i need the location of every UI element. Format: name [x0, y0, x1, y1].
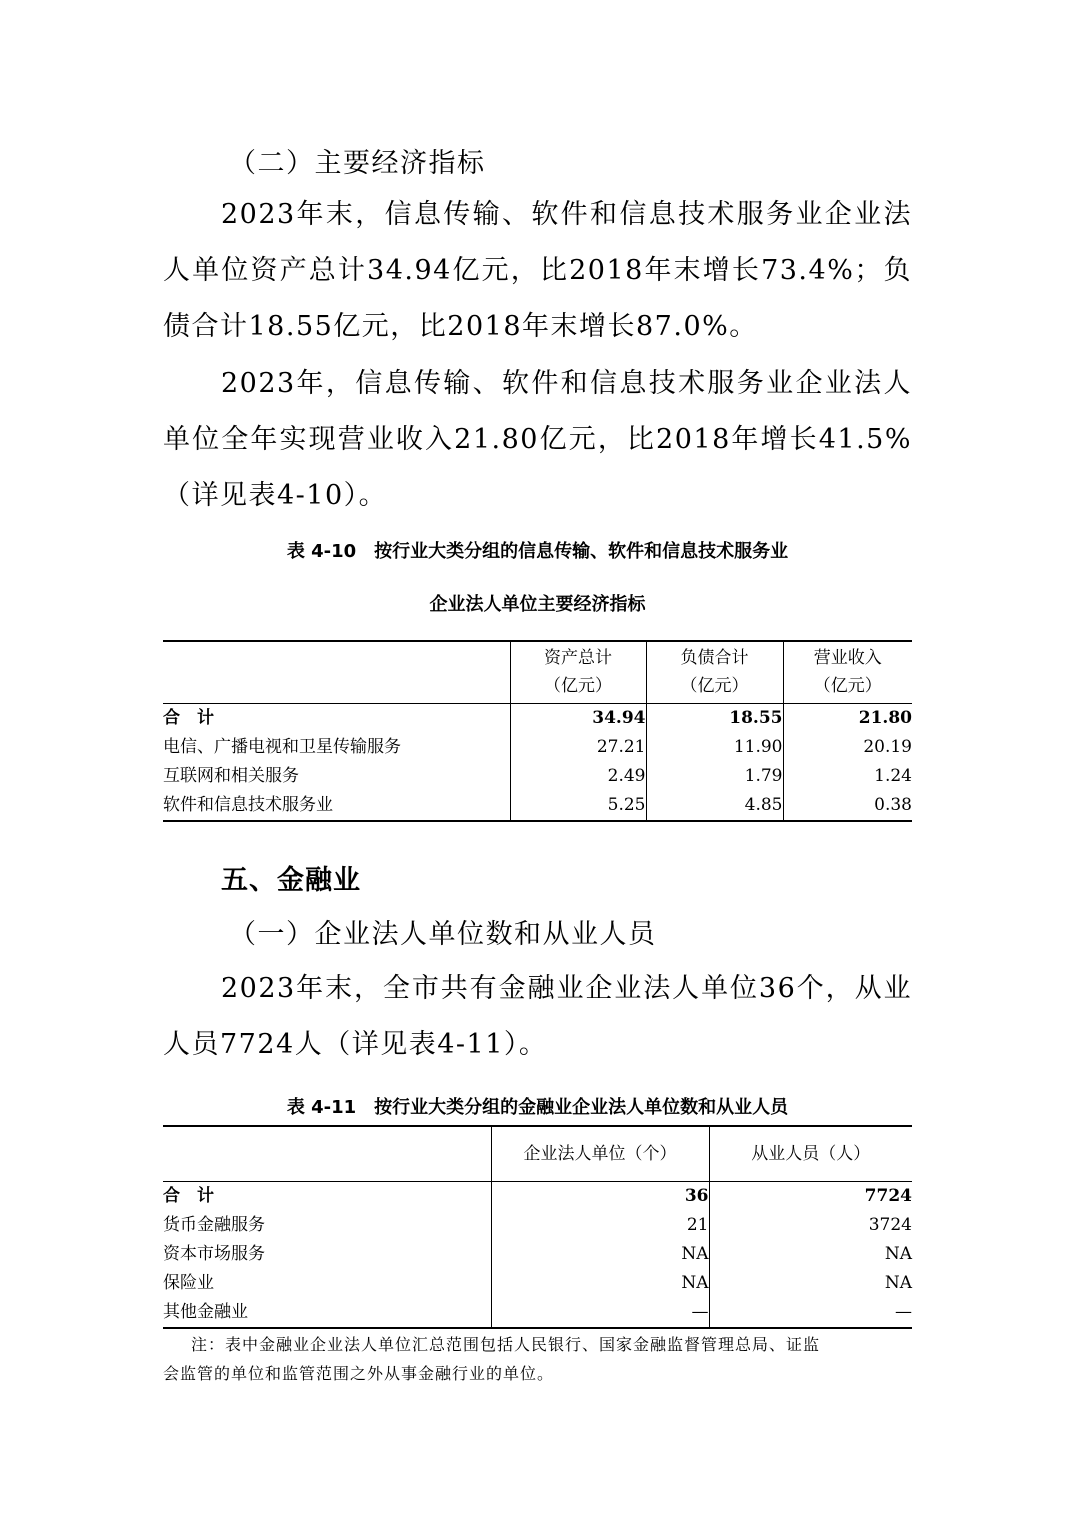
row-label: 保险业 [163, 1272, 214, 1293]
cell-units: 21 [491, 1211, 709, 1240]
table-4-11-header-units: 企业法人单位（个） [491, 1126, 709, 1181]
header-revenue-name: 营业收入 [813, 648, 882, 669]
paragraph-finance-units: 2023年末，全市共有金融业企业法人单位36个，从业人员7724人（详见表4-11）。 [163, 973, 912, 1060]
row-label: 互联网和相关服务 [163, 765, 299, 786]
cell-revenue: 21.80 [783, 703, 912, 733]
cell-liabilities: 1.79 [646, 762, 783, 791]
row-label: 货币金融服务 [163, 1214, 265, 1235]
header-liabilities-name: 负债合计 [680, 648, 749, 669]
table-4-10-header-revenue [783, 641, 912, 703]
cell-revenue: 1.24 [783, 762, 912, 791]
cell-employees: — [709, 1298, 912, 1328]
table-4-10-header-assets [510, 641, 646, 703]
cell-assets: 27.21 [510, 733, 646, 762]
table-4-10-header-liabilities [646, 641, 783, 703]
table-row [163, 1298, 912, 1328]
cell-employees: NA [709, 1269, 912, 1298]
table-row [163, 703, 912, 733]
table-row [163, 1211, 912, 1240]
table-row [163, 791, 912, 821]
cell-assets: 2.49 [510, 762, 646, 791]
table-row [163, 1240, 912, 1269]
table-4-11-header-employees: 从业人员（人） [709, 1126, 912, 1181]
cell-employees: 7724 [709, 1181, 912, 1211]
row-label: 合 计 [163, 707, 214, 728]
cell-units: — [491, 1298, 709, 1328]
subsection-heading-units-employees: （一）企业法人单位数和从业人员 [229, 919, 657, 950]
header-liabilities-unit: （亿元） [680, 676, 749, 697]
cell-liabilities: 18.55 [646, 703, 783, 733]
row-label: 合 计 [163, 1185, 214, 1206]
header-assets-name: 资产总计 [544, 648, 612, 669]
cell-employees: NA [709, 1240, 912, 1269]
cell-units: 36 [491, 1181, 709, 1211]
cell-employees: 3724 [709, 1211, 912, 1240]
row-label: 电信、广播电视和卫星传输服务 [163, 736, 401, 757]
cell-revenue: 20.19 [783, 733, 912, 762]
row-label: 资本市场服务 [163, 1243, 265, 1264]
table-4-11-caption: 表 4-11 按行业大类分组的金融业企业法人单位数和从业人员 [286, 1097, 789, 1118]
table-4-11-note-line1: 注：表中金融业企业法人单位汇总范围包括人民银行、国家金融监督管理总局、证监 [191, 1335, 821, 1354]
table-4-11 [163, 1125, 912, 1329]
paragraph-assets-liabilities: 2023年末，信息传输、软件和信息技术服务业企业法人单位资产总计34.94亿元，比2018年末增长73.4%；负债合计18.55亿元，比2018年末增长87.0%。 [163, 199, 912, 342]
subsection-heading-economic-indicators: （二）主要经济指标 [229, 148, 486, 179]
cell-assets: 34.94 [510, 703, 646, 733]
table-4-10-caption-line1: 表 4-10 按行业大类分组的信息传输、软件和信息技术服务业 [286, 541, 789, 562]
table-4-10 [163, 640, 912, 822]
header-revenue-unit: （亿元） [813, 676, 882, 697]
row-label: 其他金融业 [163, 1301, 248, 1322]
table-4-11-note-line2: 会监管的单位和监管范围之外从事金融行业的单位。 [163, 1364, 555, 1383]
header-assets-unit: （亿元） [544, 676, 612, 697]
table-4-10-caption-line2: 企业法人单位主要经济指标 [429, 594, 646, 615]
cell-assets: 5.25 [510, 791, 646, 821]
section-heading-finance: 五、金融业 [221, 865, 361, 896]
table-4-11-header-blank [163, 1126, 491, 1181]
table-4-10-header-blank [163, 641, 510, 703]
row-label: 软件和信息技术服务业 [163, 794, 333, 815]
cell-liabilities: 11.90 [646, 733, 783, 762]
cell-units: NA [491, 1240, 709, 1269]
paragraph-revenue: 2023年，信息传输、软件和信息技术服务业企业法人单位全年实现营业收入21.80亿元，比2018年增长41.5%（详见表4-10）。 [163, 368, 912, 511]
table-row [163, 1181, 912, 1211]
table-row [163, 1269, 912, 1298]
cell-units: NA [491, 1269, 709, 1298]
table-row [163, 733, 912, 762]
cell-liabilities: 4.85 [646, 791, 783, 821]
table-row [163, 762, 912, 791]
cell-revenue: 0.38 [783, 791, 912, 821]
